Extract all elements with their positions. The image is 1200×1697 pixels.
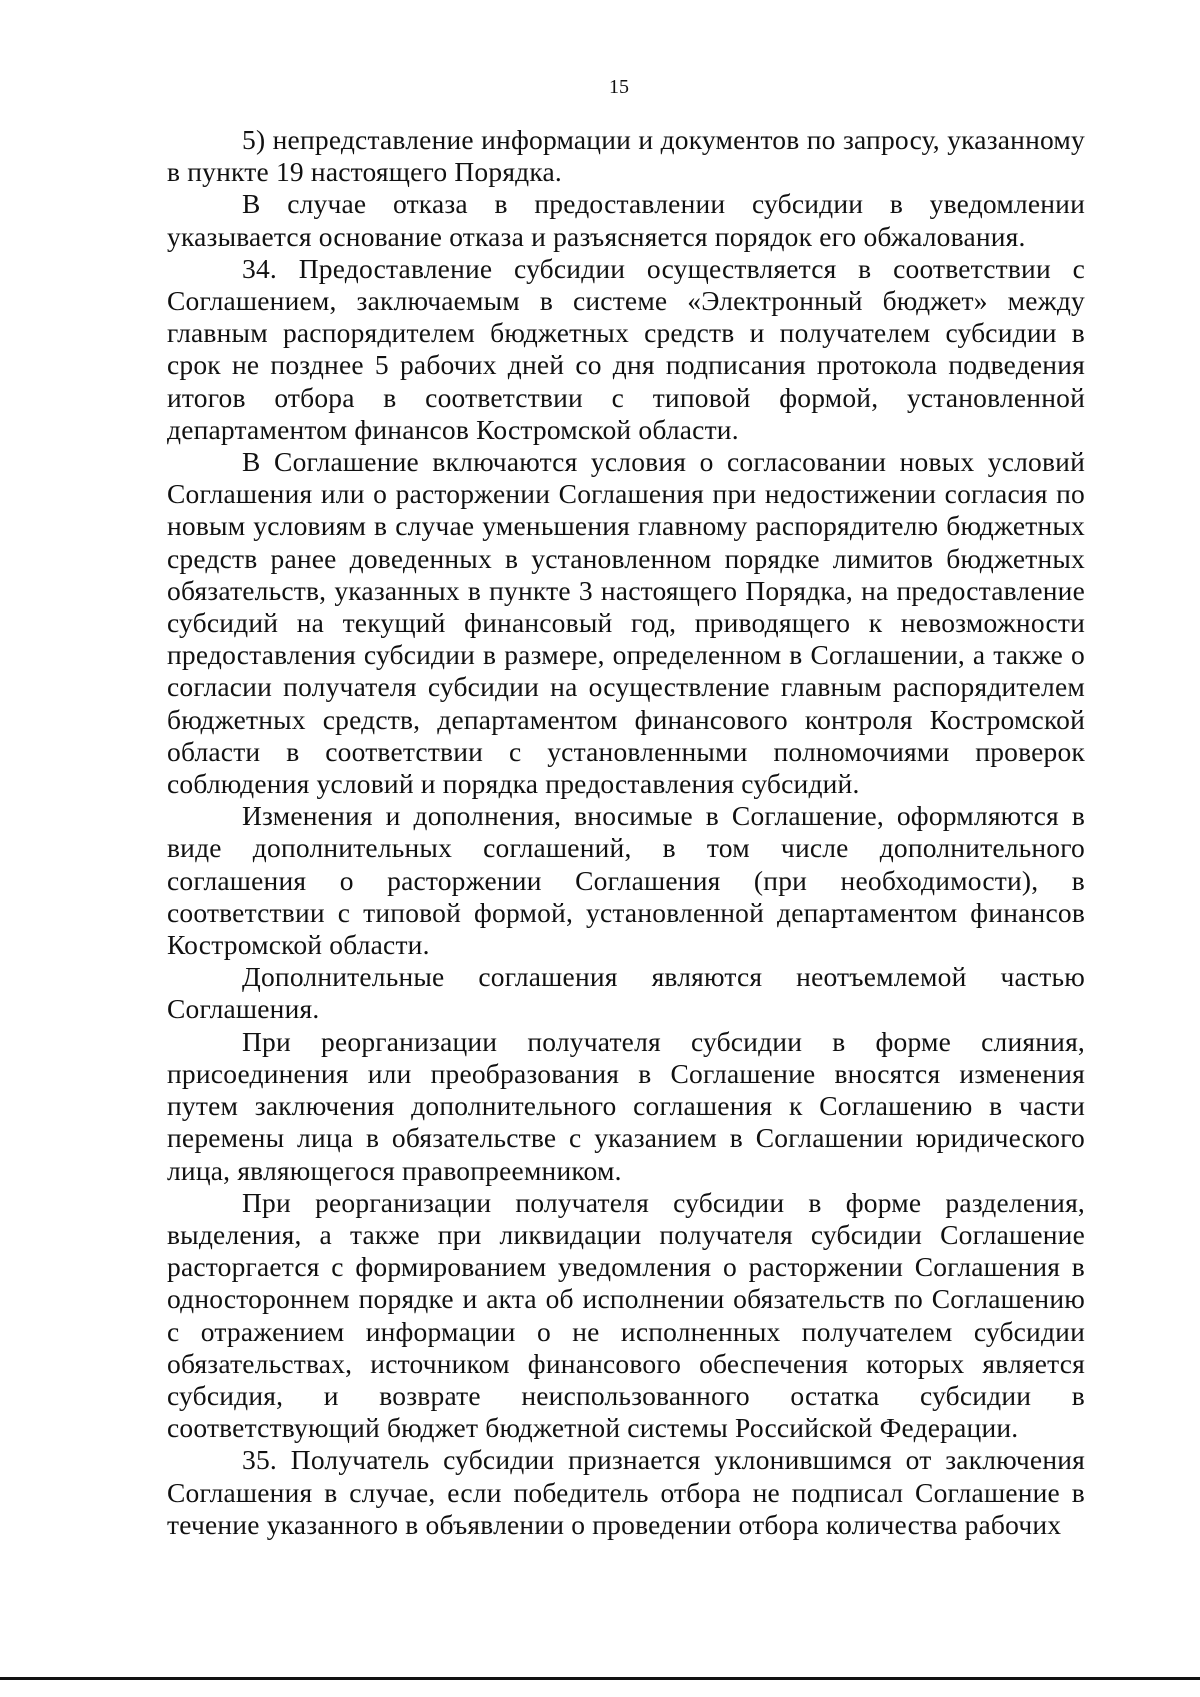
paragraph-agreement-conditions: В Соглашение включаются условия о согласовании новых условий Соглашения или о расторжении Соглашения при недостижении согласия по новым условиям в случае уменьшения главному распорядителю бюджетных средств ранее доведенных в установленном порядке лимитов бюджетных обязательств, указанных в пункте 3 настоящего Порядка, на предоставление субсидий на текущий финансовый год, приводящего к невозможности предоставления субсидии в размере, определенном в Соглашении, а также о согласии получателя субсидии на осуществление главным распорядителем бюджетных средств, департаментом финансового контроля Костромской области в соответствии с установленными полномочиями проверок соблюдения условий и порядка предоставления субсидий.	[167, 446, 1085, 800]
paragraph-additional-agreements: Дополнительные соглашения являются неотъемлемой частью Соглашения.	[167, 961, 1085, 1025]
paragraph-item-5-conditions: 5) непредставление информации и документов по запросу, указанному в пункте 19 настоящего Порядка.	[167, 124, 1085, 188]
paragraph-reorganization-merger: При реорганизации получателя субсидии в форме слияния, присоединения или преобразования в Соглашение вносятся изменения путем заключения дополнительного соглашения к Соглашению в части перемены лица в обязательстве с указанием в Соглашении юридического лица, являющегося правопреемником.	[167, 1025, 1085, 1186]
paragraph-refusal-notice: В случае отказа в предоставлении субсидии в уведомлении указывается основание отказа и разъясняется порядок его обжалования.	[167, 188, 1085, 252]
document-body	[167, 124, 1085, 1541]
paragraph-35-evasion: 35. Получатель субсидии признается уклонившимся от заключения Соглашения в случае, если победитель отбора не подписал Соглашение в течение указанного в объявлении о проведении отбора количества рабочих	[167, 1444, 1085, 1540]
paragraph-reorganization-division: При реорганизации получателя субсидии в форме разделения, выделения, а также при ликвидации получателя субсидии Соглашение расторгается с формированием уведомления о расторжении Соглашения в одностороннем порядке и акта об исполнении обязательств по Соглашению с отражением информации о не исполненных получателем субсидии обязательствах, источником финансового обеспечения которых является субсидия, и возврате неиспользованного остатка субсидии в соответствующий бюджет бюджетной системы Российской Федерации.	[167, 1186, 1085, 1444]
bottom-scan-edge-line	[0, 1677, 1200, 1680]
paragraph-34-agreement: 34. Предоставление субсидии осуществляется в соответствии с Соглашением, заключаемым в системе «Электронный бюджет» между главным распорядителем бюджетных средств и получателем субсидии в срок не позднее 5 рабочих дней со дня подписания протокола подведения итогов отбора в соответствии с типовой формой, установленной департаментом финансов Костромской области.	[167, 252, 1085, 445]
paragraph-amendments: Изменения и дополнения, вносимые в Соглашение, оформляются в виде дополнительных соглашений, в том числе дополнительного соглашения о расторжении Соглашения (при необходимости), в соответствии с типовой формой, установленной департаментом финансов Костромской области.	[167, 800, 1085, 961]
page-number: 15	[609, 76, 629, 98]
